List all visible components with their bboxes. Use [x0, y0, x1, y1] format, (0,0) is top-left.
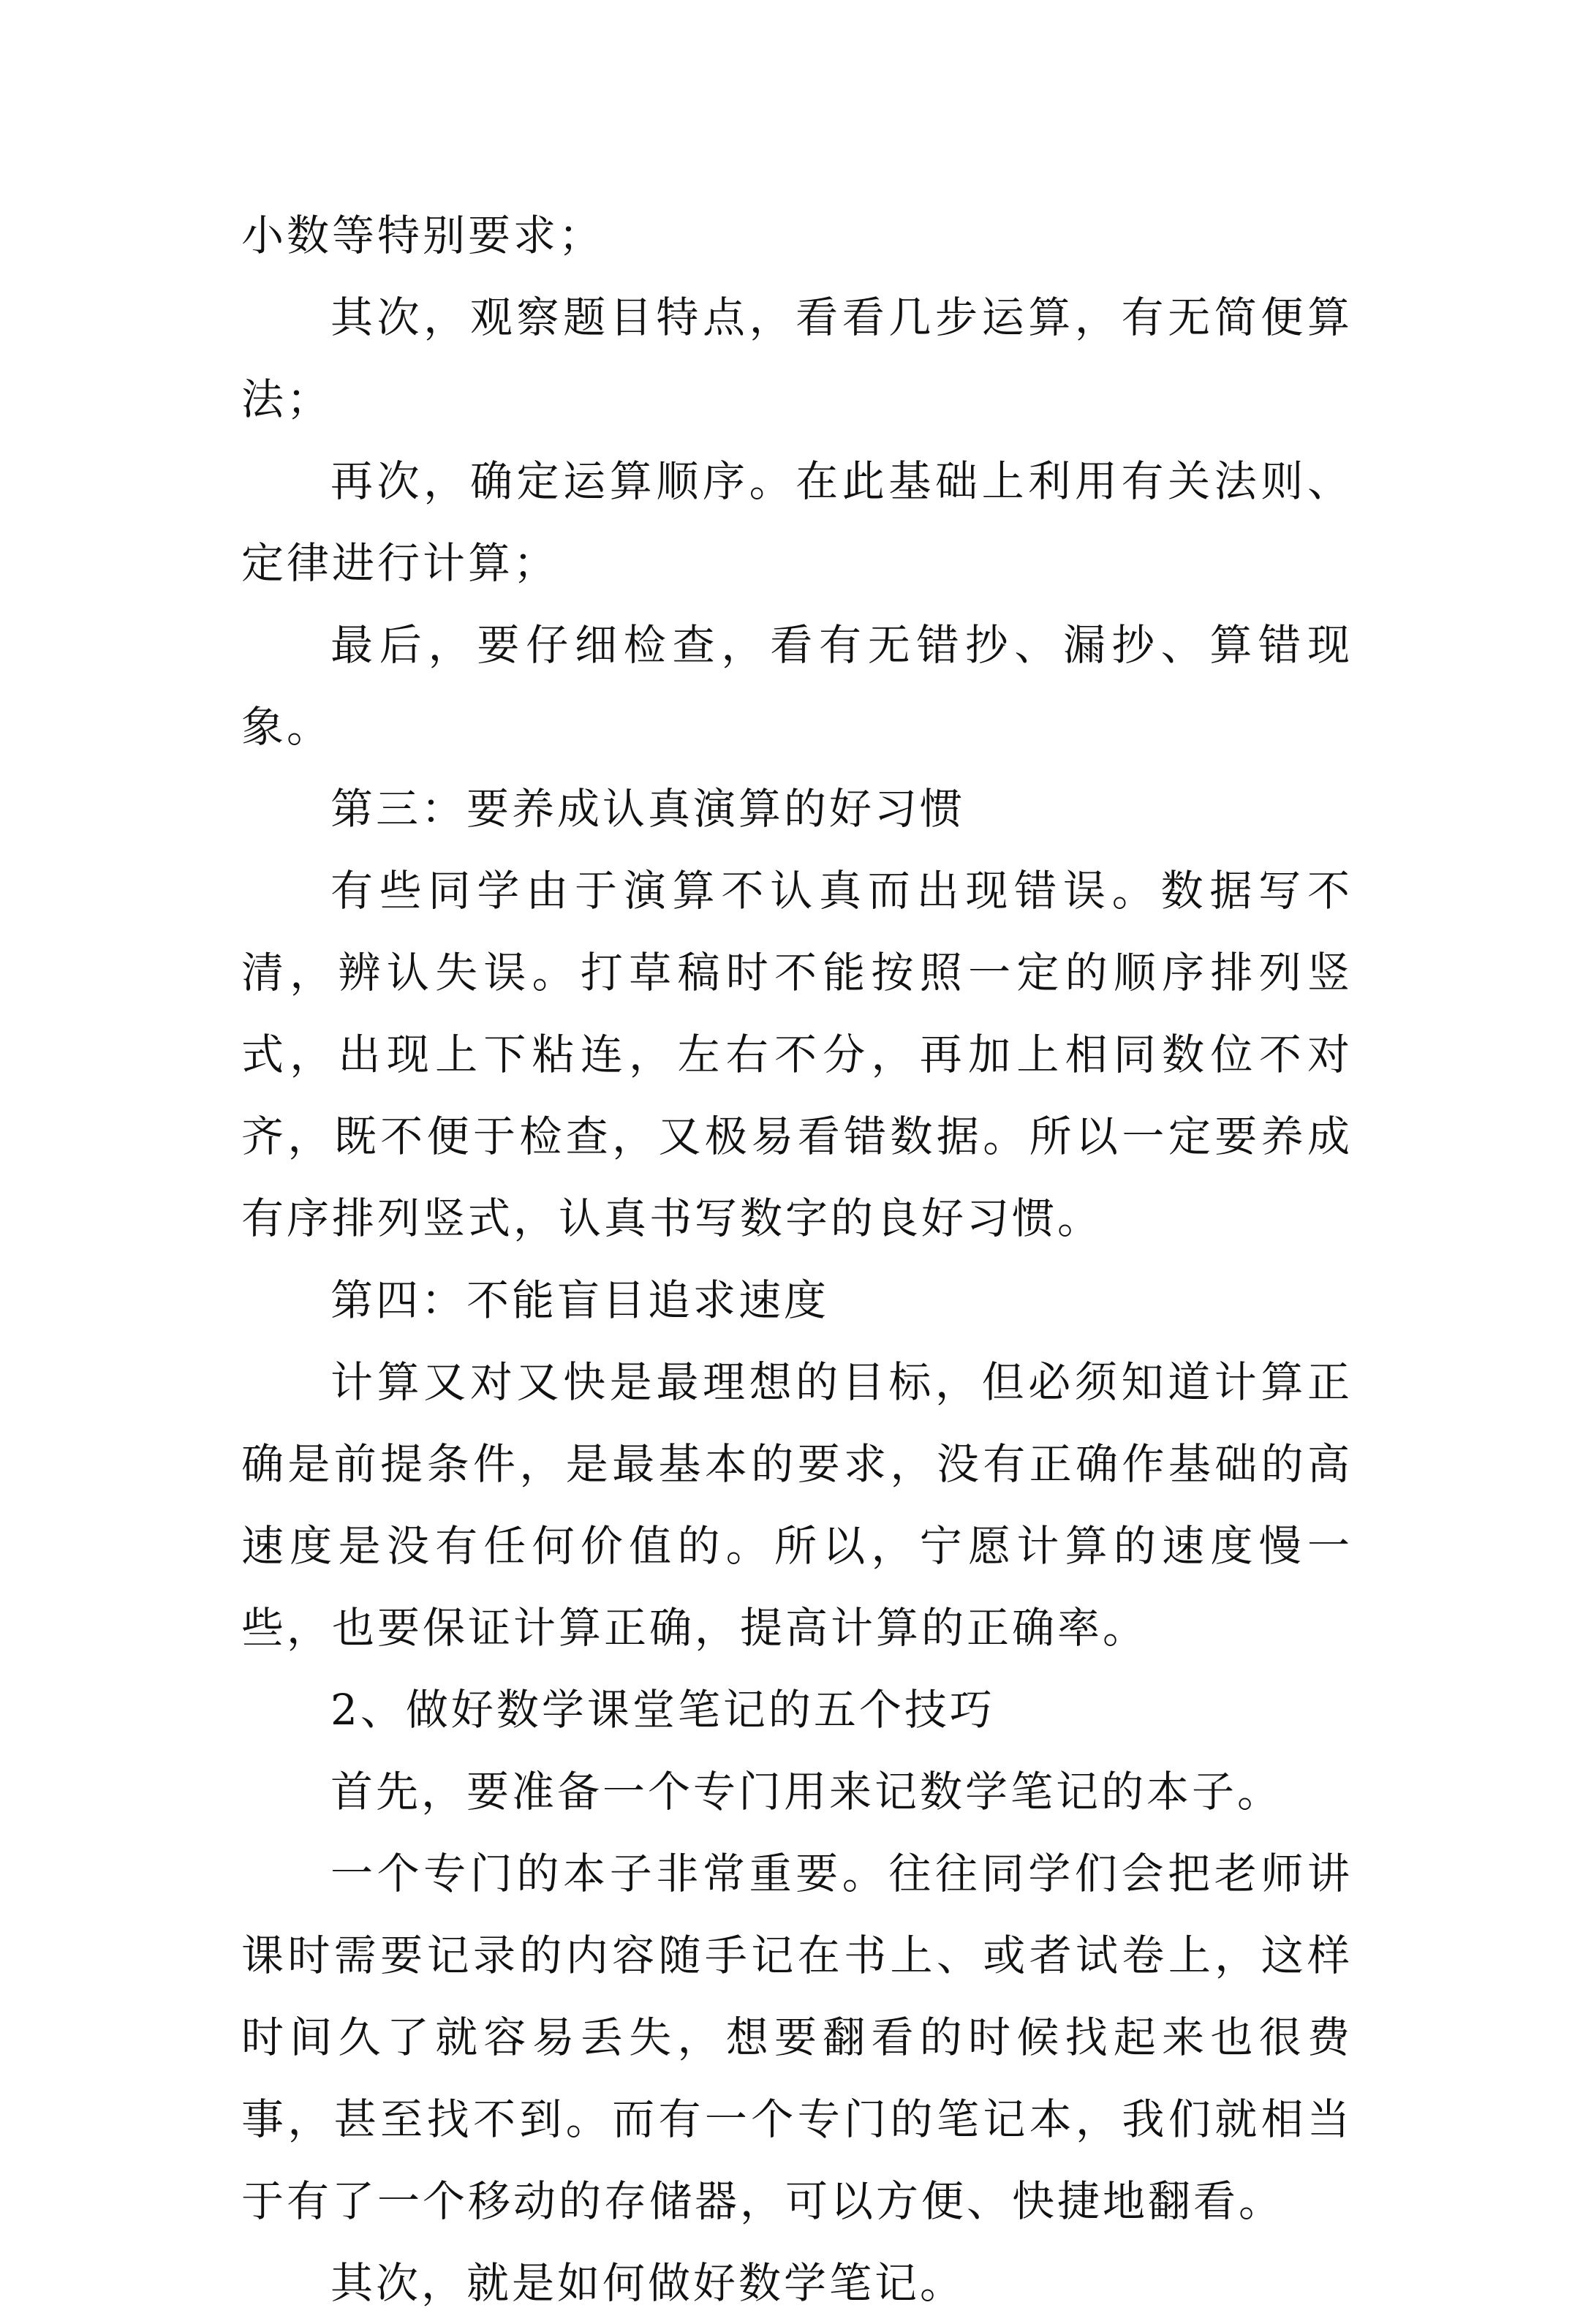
paragraph: 其次，就是如何做好数学笔记。 — [330, 2258, 966, 2308]
paragraph: 首先，要准备一个专门用来记数学笔记的本子。 — [330, 1767, 1283, 1816]
section-heading: 第四：不能盲目追求速度 — [330, 1275, 830, 1325]
section-heading: 第三：要养成认真演算的好习惯 — [330, 784, 966, 834]
paragraph: 有些同学由于演算不认真而出现错误。数据写不清，辨认失误。打草稿时不能按照一定的顺序排列竖式，出现上下粘连，左右不分，再加上相同数位不对齐，既不便于检查，又极易看错数据。所以一定要养成有序排列竖式，认真书写数字的良好习惯。 — [241, 866, 1353, 1243]
paragraph: 再次，确定运算顺序。在此基础上利用有关法则、定律进行计算； — [241, 456, 1353, 588]
paragraph: 小数等特别要求； — [241, 211, 605, 260]
paragraph: 其次，观察题目特点，看看几步运算，有无简便算法； — [241, 293, 1353, 424]
paragraph: 一个专门的本子非常重要。往往同学们会把老师讲课时需要记录的内容随手记在书上、或者试卷上，这样时间久了就容易丢失，想要翻看的时候找起来也很费事，甚至找不到。而有一个专门的笔记本，我们就相当于有了一个移动的存储器，可以方便、快捷地翻看。 — [241, 1849, 1353, 2226]
paragraph: 计算又对又快是最理想的目标，但必须知道计算正确是前提条件，是最基本的要求，没有正确作基础的高速度是没有任何价值的。所以，宁愿计算的速度慢一些，也要保证计算正确，提高计算的正确率。 — [241, 1357, 1353, 1653]
document-body — [241, 195, 1353, 2324]
section-heading: 2、做好数学课堂笔记的五个技巧 — [330, 1685, 995, 1735]
paragraph: 最后，要仔细检查，看有无错抄、漏抄、算错现象。 — [241, 620, 1353, 752]
